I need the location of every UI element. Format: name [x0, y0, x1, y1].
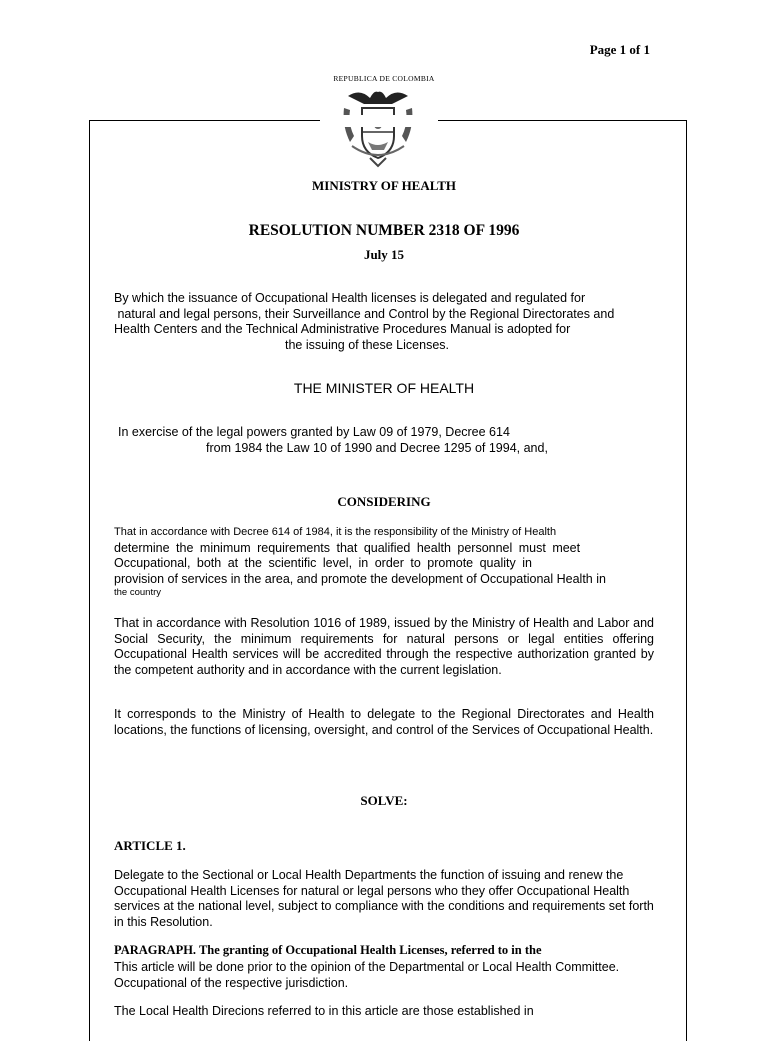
article-heading: ARTICLE 1. — [114, 838, 186, 853]
exercise-paragraph — [118, 425, 658, 456]
exercise-line: from 1984 the Law 10 of 1990 and Decree 1295 of 1994, and, — [206, 440, 548, 455]
local-health-text: The Local Health Direcions referred to in this article are those established in — [114, 1004, 534, 1018]
considering-line: provision of services in the area, and promote the development of Occupational Health in — [114, 571, 606, 586]
resolution-date: July 15 — [363, 247, 405, 262]
page-number: Page 1 of 1 — [589, 42, 650, 57]
intro-paragraph — [114, 291, 654, 353]
considering-line: the country — [114, 587, 161, 598]
frame-gap — [320, 115, 438, 127]
considering-paragraph-2: That in accordance with Resolution 1016 of 1989, issued by the Ministry of Health and Labor and Social Security, the minimum requirements for natural persons or legal entities offering Occupational Health services will be accredited through the respective authorization granted by the competent authority and in accordance with the current legislation. — [114, 616, 654, 677]
exercise-line: In exercise of the legal powers granted by Law 09 of 1979, Decree 614 — [118, 425, 510, 439]
considering-paragraph-3: It corresponds to the Ministry of Health to delegate to the Regional Directorates and Health locations, the functions of licensing, oversight, and control of the Services of Occupational Health. — [114, 707, 654, 737]
considering-heading: CONSIDERING — [337, 494, 431, 509]
intro-line: Health Centers and the Technical Administrative Procedures Manual is adopted for — [114, 322, 571, 336]
resolution-title: RESOLUTION NUMBER 2318 OF 1996 — [248, 222, 520, 239]
paragraph-line: This article will be done prior to the opinion of the Departmental or Local Health Committee. — [114, 960, 620, 974]
considering-line: determine the minimum requirements that qualified health personnel must meet — [114, 540, 581, 555]
considering-line: That in accordance with Decree 614 of 1984, it is the responsibility of the Ministry of Health — [114, 526, 557, 538]
minister-heading: THE MINISTER OF HEALTH — [293, 380, 475, 396]
intro-line: natural and legal persons, their Surveillance and Control by the Regional Directorates and — [114, 306, 615, 321]
considering-line: Occupational, both at the scientific level, in order to promote quality in — [114, 556, 532, 570]
solve-heading: SOLVE: — [360, 793, 408, 808]
paragraph-line: Occupational of the respective jurisdiction. — [114, 975, 349, 990]
intro-line: By which the issuance of Occupational Health licenses is delegated and regulated for — [114, 291, 586, 305]
republic-label: REPUBLICA DE COLOMBIA — [333, 74, 435, 83]
paragraph-heading: PARAGRAPH. The granting of Occupational Health Licenses, referred to in the — [114, 943, 542, 957]
ministry-heading: MINISTRY OF HEALTH — [311, 178, 456, 193]
article-1-text: Delegate to the Sectional or Local Health Departments the function of issuing and renew the Occupational Health Licenses for natural or legal persons who they offer Occupational Health services at the national level, subject to compliance with the conditions and requirements set forth in this Resolution. — [114, 868, 654, 929]
intro-line: the issuing of these Licenses. — [285, 337, 449, 352]
paragraph-body — [114, 960, 654, 991]
considering-paragraph-1 — [114, 525, 654, 598]
